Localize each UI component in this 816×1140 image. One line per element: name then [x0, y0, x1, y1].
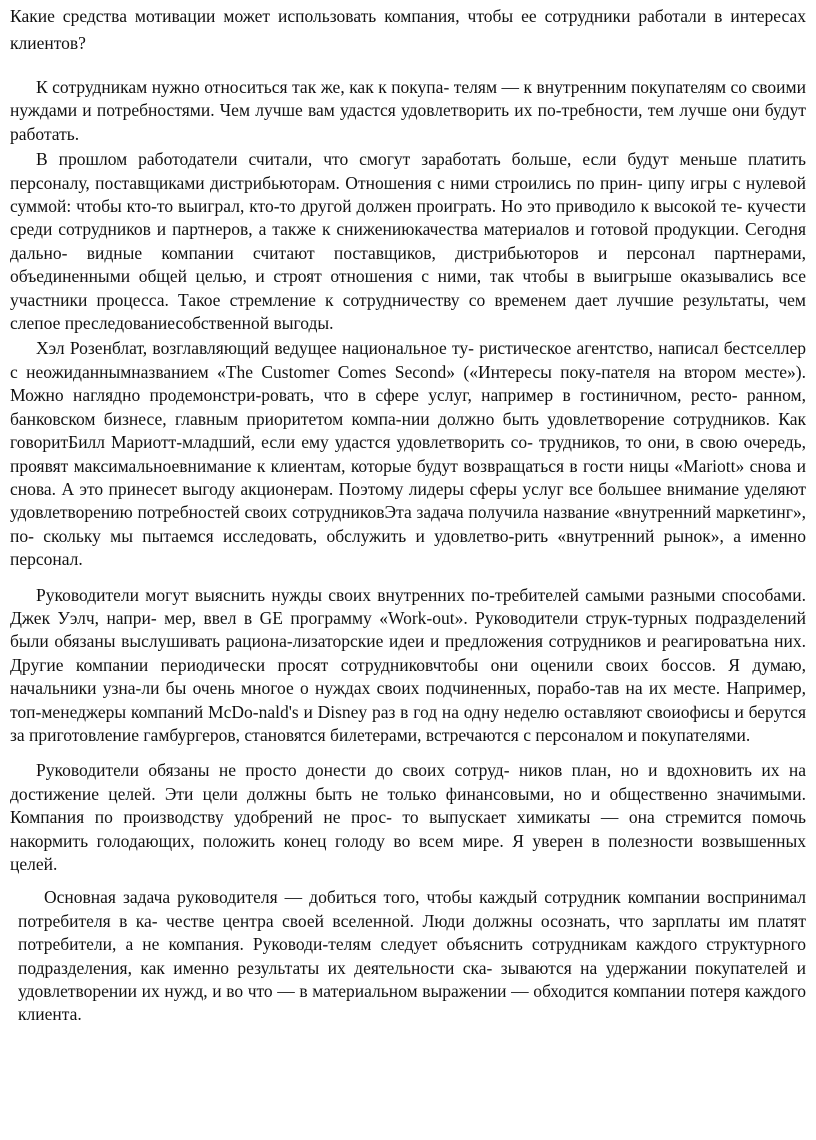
paragraph-inspiring-goals: Руководители обязаны не просто донести до своих сотруд- ников план, но и вдохновить их на достижение целей. Эти цели должны быть не только финансовыми, но и общественно значимыми. Компания по производству удобрений не прос- то выпускает химикаты — она стремится помочь накормить голодающих, положить конец голоду во всем мире. Я уверен в полезности возвышенных целей. [10, 760, 806, 874]
paragraph-customer-comes-second: Хэл Розенблат, возглавляющий ведущее национальное ту- ристическое агентство, написал бестселлер с неожиданнымназванием «The Customer Comes Second» («Интересы поку-пателя на втором месте»). Можно наглядно продемонстри-ровать, что в сфере услуг, например в гостиничном, ресто- ранном, банковском бизнесе, главным приоритетом компа-нии должно быть удовлетворение сотрудников. Как говоритБилл Мариотт-младший, если ему удастся удовлетворить со- трудников, то они, в свою очередь, проявят максимальноевнимание к клиентам, которые будут возвращаться в гости ницы «Mariott» снова и снова. А это принесет выгоду акционерам. Поэтому лидеры сферы услуг все большее внимание уделяют удовлетворению потребностей своих сотрудниковЭта задача получила название «внутренний маркетинг», по- скольку мы пытаемся исследовать, обслужить и удовлетво-рить «внутренний рынок», а именно персонал. [10, 338, 806, 570]
paragraph-employee-needs: Руководители могут выяснить нужды своих внутренних по-требителей самыми разными способами. Джек Уэлч, напри- мер, ввел в GE программу «Work-out». Руководители струк-турных подразделений были обязаны выслушивать рациона-лизаторские идеи и предложения сотрудников и реагироватьна них. Другие компании периодически просят сотрудниковчтобы они оценили своих боссов. Я думаю, начальники узна-ли бы очень многое о нуждах своих подчиненных, порабо-тав на их месте. Например, топ-менеджеры компаний McDo-nald's и Disney раз в год на одну неделю оставляют своиофисы и берутся за приготовление гамбургеров, становятся билетерами, встречаются с персоналом и покупателями. [10, 584, 806, 745]
paragraph-internal-customers: К сотрудникам нужно относиться так же, как к покупа- телям — к внутренним покупателям со своими нуждами и потребностями. Чем лучше вам удастся удовлетворить их по-требности, тем лучше они будут работать. [10, 77, 806, 144]
paragraph-partners: В прошлом работодатели считали, что смогут заработать больше, если будут меньше платить персоналу, поставщиками дистрибьюторам. Отношения с ними строились по прин- ципу игры с нулевой суммой: чтобы кто-то выиграл, кто-то другой должен проиграть. Но это приводило к высокой те- кучести среди сотрудников и партнеров, а также к снижениюкачества материалов и готовой продукции. Сегодня дально- видные компании считают поставщиков, дистрибьюторов и персонал партнерами, объединенными общей целью, и строят отношения с ними, так чтобы в выигрыше оказывались все участники процесса. Такое стремление к сотрудничеству со временем дает лучшие результаты, чем слепое преследованиесобственной выгоды. [10, 149, 806, 334]
paragraph-main-task: Основная задача руководителя — добиться того, чтобы каждый сотрудник компании воспринимал потребителя в ка- честве центра своей вселенной. Люди должны осознать, что зарплаты им платят потребители, а не компания. Руководи-телям следует объяснить сотрудникам каждого структурного подразделения, как именно результаты их деятельности ска- зываются на удержании покупателей и удовлетворении их нужд, и во что — в материальном выражении — обходится компании потеря каждого клиента. [18, 887, 806, 1025]
document-page [10, 0, 806, 1027]
question-heading: Какие средства мотивации может использовать компания, чтобы ее сотрудники работали в интересах клиентов? [10, 6, 806, 53]
